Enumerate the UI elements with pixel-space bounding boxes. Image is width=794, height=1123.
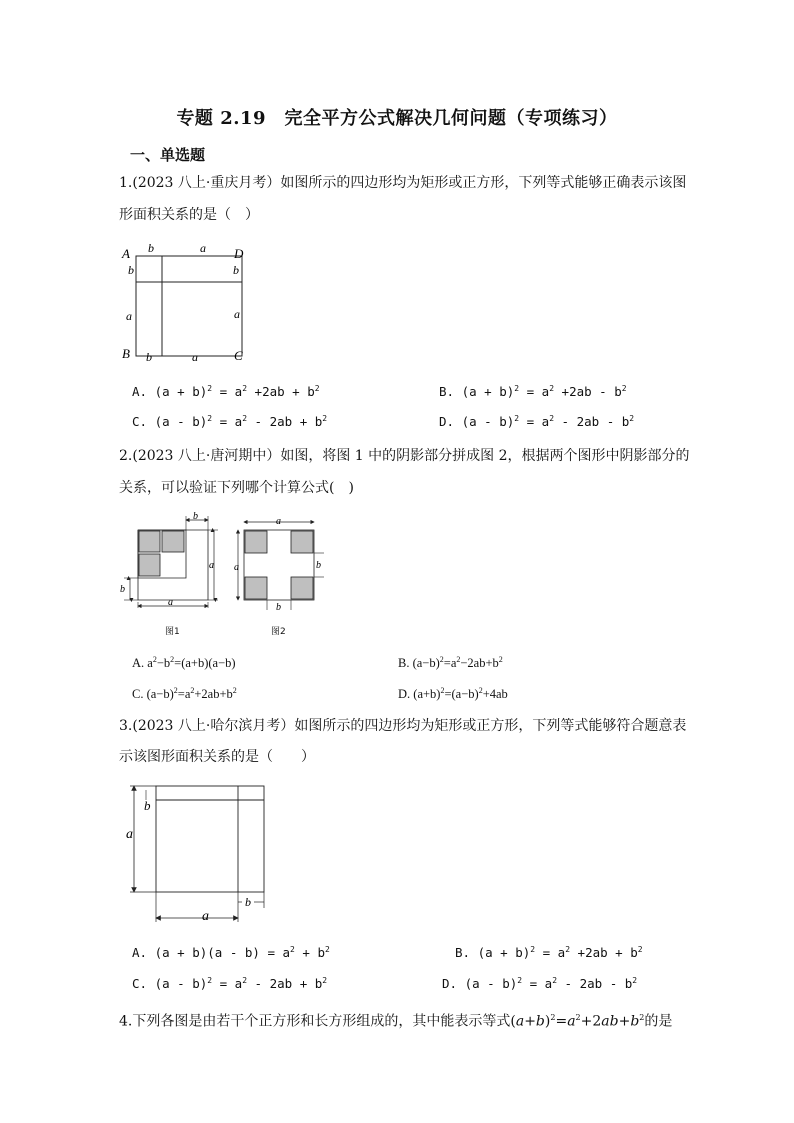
q2-option-d[interactable]: D. $(a+b)^2=(a-b)^2+4ab$ bbox=[398, 686, 508, 702]
figure-1-caption: 图1 bbox=[165, 627, 180, 637]
question-1-text-line1: 1.(2023 八上·重庆月考）如图所示的四边形均为矩形或正方形，下列等式能够正确表示该图 bbox=[119, 175, 687, 191]
question-3-text-line2: 示该图形面积关系的是（ ） bbox=[119, 749, 315, 765]
question-2-text-line2: 关系，可以验证下列哪个计算公式( ) bbox=[119, 480, 354, 496]
q2-option-c[interactable]: C. $(a-b)^2=a^2+2ab+b^2$ bbox=[132, 686, 237, 702]
bottom-b-label: b bbox=[146, 350, 152, 364]
left-a-label: a bbox=[126, 309, 132, 323]
fig2-top-a: a bbox=[276, 516, 281, 527]
fig3-bottom-b: b bbox=[245, 895, 251, 909]
fig3-left-a: a bbox=[126, 827, 133, 842]
fig3-bottom-a: a bbox=[202, 909, 209, 924]
fig2-bottom-b: b bbox=[276, 602, 281, 613]
q3-option-d[interactable]: D. $(a - b)^2 = a^2 - 2ab - b^2$ bbox=[442, 976, 638, 992]
section-heading: 一、单选题 bbox=[130, 146, 206, 164]
q1-option-d[interactable]: D. $(a - b)^2 = a^2 - 2ab - b^2$ bbox=[439, 414, 635, 430]
top-a-label: a bbox=[200, 241, 206, 255]
bottom-a-label: a bbox=[192, 350, 198, 364]
figure-2-caption: 图2 bbox=[271, 627, 286, 637]
fig1-bottom-a: a bbox=[168, 597, 173, 608]
question-2-text-line1: 2.(2023 八上·唐河期中）如图，将图 1 中的阴影部分拼成图 2，根据两个图形中阴影部分的 bbox=[119, 448, 690, 464]
fig3-top-b: b bbox=[144, 798, 151, 813]
q3-option-a[interactable]: A. $(a + b)(a - b) = a^2 + b^2$ bbox=[132, 945, 330, 961]
q1-option-c[interactable]: C. $(a - b)^2 = a^2 - 2ab + b^2$ bbox=[132, 414, 328, 430]
q3-option-c[interactable]: C. $(a - b)^2 = a^2 - 2ab + b^2$ bbox=[132, 976, 328, 992]
fig1-right-a: a bbox=[209, 560, 214, 571]
fig1-left-b: b bbox=[120, 584, 125, 595]
left-b-label: b bbox=[128, 263, 134, 277]
q3-option-b[interactable]: B. $(a + b)^2 = a^2 +2ab + b^2$ bbox=[455, 945, 643, 961]
vertex-label-a: A bbox=[122, 246, 130, 261]
q2-option-b[interactable]: B. $(a-b)^2=a^2-2ab+b^2$ bbox=[398, 655, 503, 671]
page-title: 专题 2.19 完全平方公式解决几何问题（专项练习） bbox=[176, 108, 618, 129]
figure-1 bbox=[118, 512, 218, 610]
fig1-top-b: b bbox=[193, 512, 198, 522]
fig2-left-a: a bbox=[234, 562, 239, 573]
question-3-text-line1: 3.(2023 八上·哈尔滨月考）如图所示的四边形均为矩形或正方形，下列等式能够符合题意表 bbox=[119, 718, 687, 734]
figure-2 bbox=[230, 512, 326, 618]
question-1-figure bbox=[118, 240, 248, 365]
top-b-label: b bbox=[148, 241, 154, 255]
fig2-right-b: b bbox=[316, 560, 321, 571]
vertex-label-b: B bbox=[122, 346, 130, 361]
vertex-label-c: C bbox=[234, 348, 243, 363]
q2-option-a[interactable]: A. $a^2-b^2=(a+b)(a-b)$ bbox=[132, 655, 236, 671]
q1-option-a[interactable]: A. $(a + b)^2 = a^2 +2ab + b^2$ bbox=[132, 384, 320, 400]
right-b-label: b bbox=[233, 263, 239, 277]
question-3-figure bbox=[118, 780, 270, 928]
question-4-text: 4.下列各图是由若干个正方形和长方形组成的，其中能表示等式$(a+b)^2=a^2+2ab+b^2$的是 bbox=[119, 1013, 673, 1030]
q1-option-b[interactable]: B. $(a + b)^2 = a^2 +2ab - b^2$ bbox=[439, 384, 627, 400]
question-1-text-line2: 形面积关系的是（ ） bbox=[119, 207, 259, 223]
right-a-label: a bbox=[234, 307, 240, 321]
vertex-label-d: D bbox=[234, 246, 244, 261]
